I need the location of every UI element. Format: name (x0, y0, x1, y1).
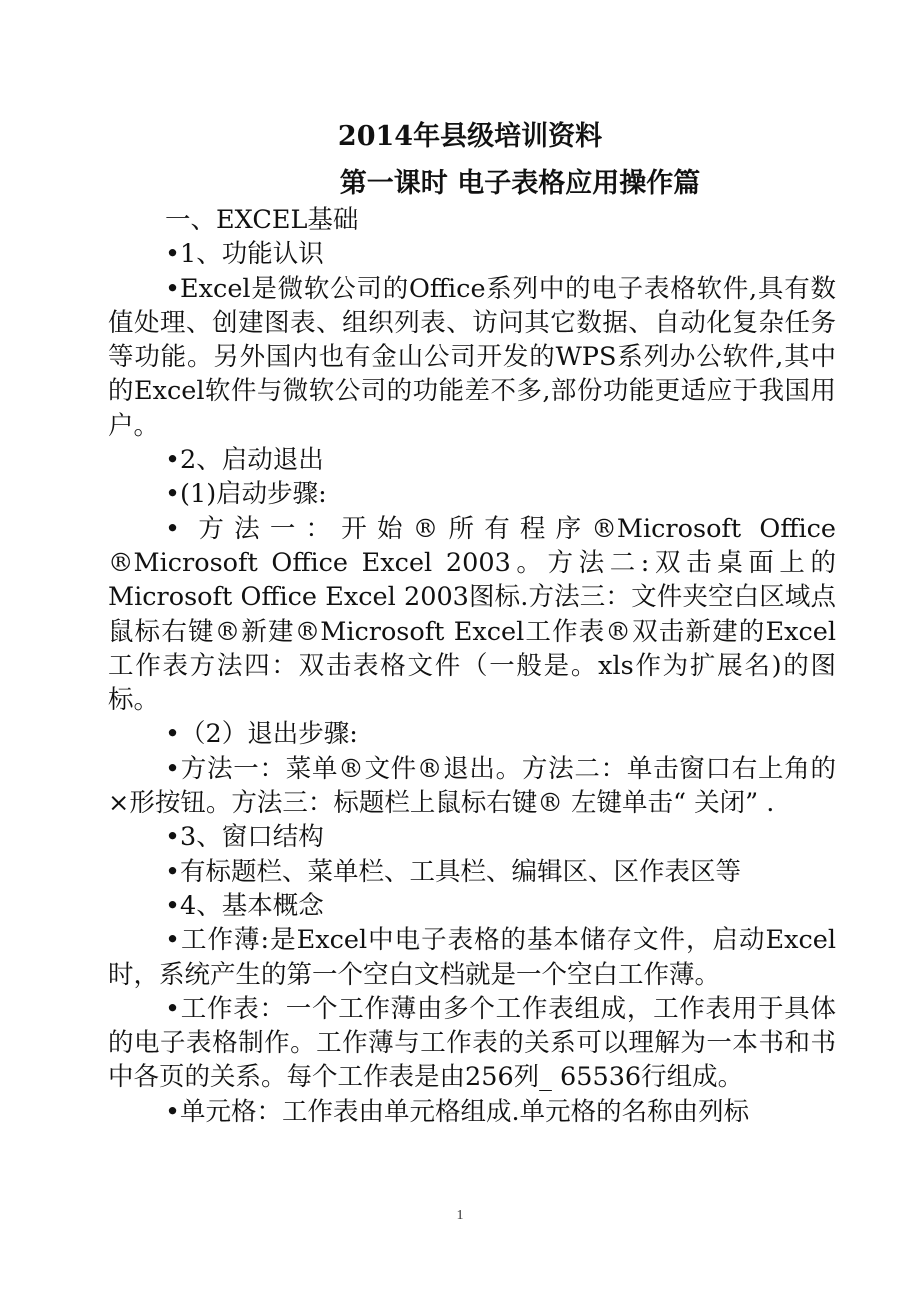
document-body (108, 203, 836, 1129)
subheading-start-exit: •2、启动退出 (165, 445, 324, 476)
subheading-window-structure: •3、窗口结构 (165, 822, 324, 853)
paragraph-start-methods: • 方法一：开始®所有程序®Microsoft Office ®Microsoft Office Excel 2003。方法二:双击桌面上的Microsoft Office Excel 2003图标.方法三：文件夹空白区域点鼠标右键®新建®Microsoft Excel工作表®双击新建的Excel工作表方法四：双击表格文件（一般是。xls作为扩展名)的图标。 (108, 513, 836, 716)
paragraph-workbook: •工作薄:是Excel中电子表格的基本储存文件，启动Excel时，系统产生的第一个空白文档就是一个空白工作薄。 (108, 925, 836, 990)
subheading-function-overview: •1、功能认识 (165, 239, 324, 270)
paragraph-excel-intro: •Excel是微软公司的Office系列中的电子表格软件,具有数值处理、创建图表、组织列表、访问其它数据、自动化复杂任务等功能。另外国内也有金山公司开发的WPS系列办公软件,其中的Excel软件与微软公司的功能差不多,部份功能更适应于我国用户。 (108, 273, 836, 441)
paragraph-window-parts: •有标题栏、菜单栏、工具栏、编辑区、区作表区等 (165, 856, 742, 887)
subheading-start-steps: •(1)启动步骤: (165, 479, 327, 510)
subheading-exit-steps: •（2）退出步骤: (165, 719, 358, 750)
paragraph-cell: •单元格：工作表由单元格组成.单元格的名称由列标 (165, 1096, 750, 1127)
section-heading-excel-basics: 一、EXCEL基础 (165, 205, 359, 235)
document-subtitle: 第一课时 电子表格应用操作篇 (339, 168, 701, 199)
subheading-basic-concepts: •4、基本概念 (165, 890, 324, 921)
page-number: 1 (456, 1208, 464, 1223)
document-title: 2014年县级培训资料 (337, 121, 603, 152)
paragraph-worksheet: •工作表：一个工作薄由多个工作表组成，工作表用于具体的电子表格制作。工作薄与工作表的关系可以理解为一本书和书中各页的关系。每个工作表是由256列_ 65536行组成。 (108, 993, 836, 1093)
paragraph-exit-methods: •方法一：菜单®文件®退出。方法二：单击窗口右上角的×形按钮。方法三：标题栏上鼠标右键® 左键单击“ 关闭” . (108, 753, 836, 819)
